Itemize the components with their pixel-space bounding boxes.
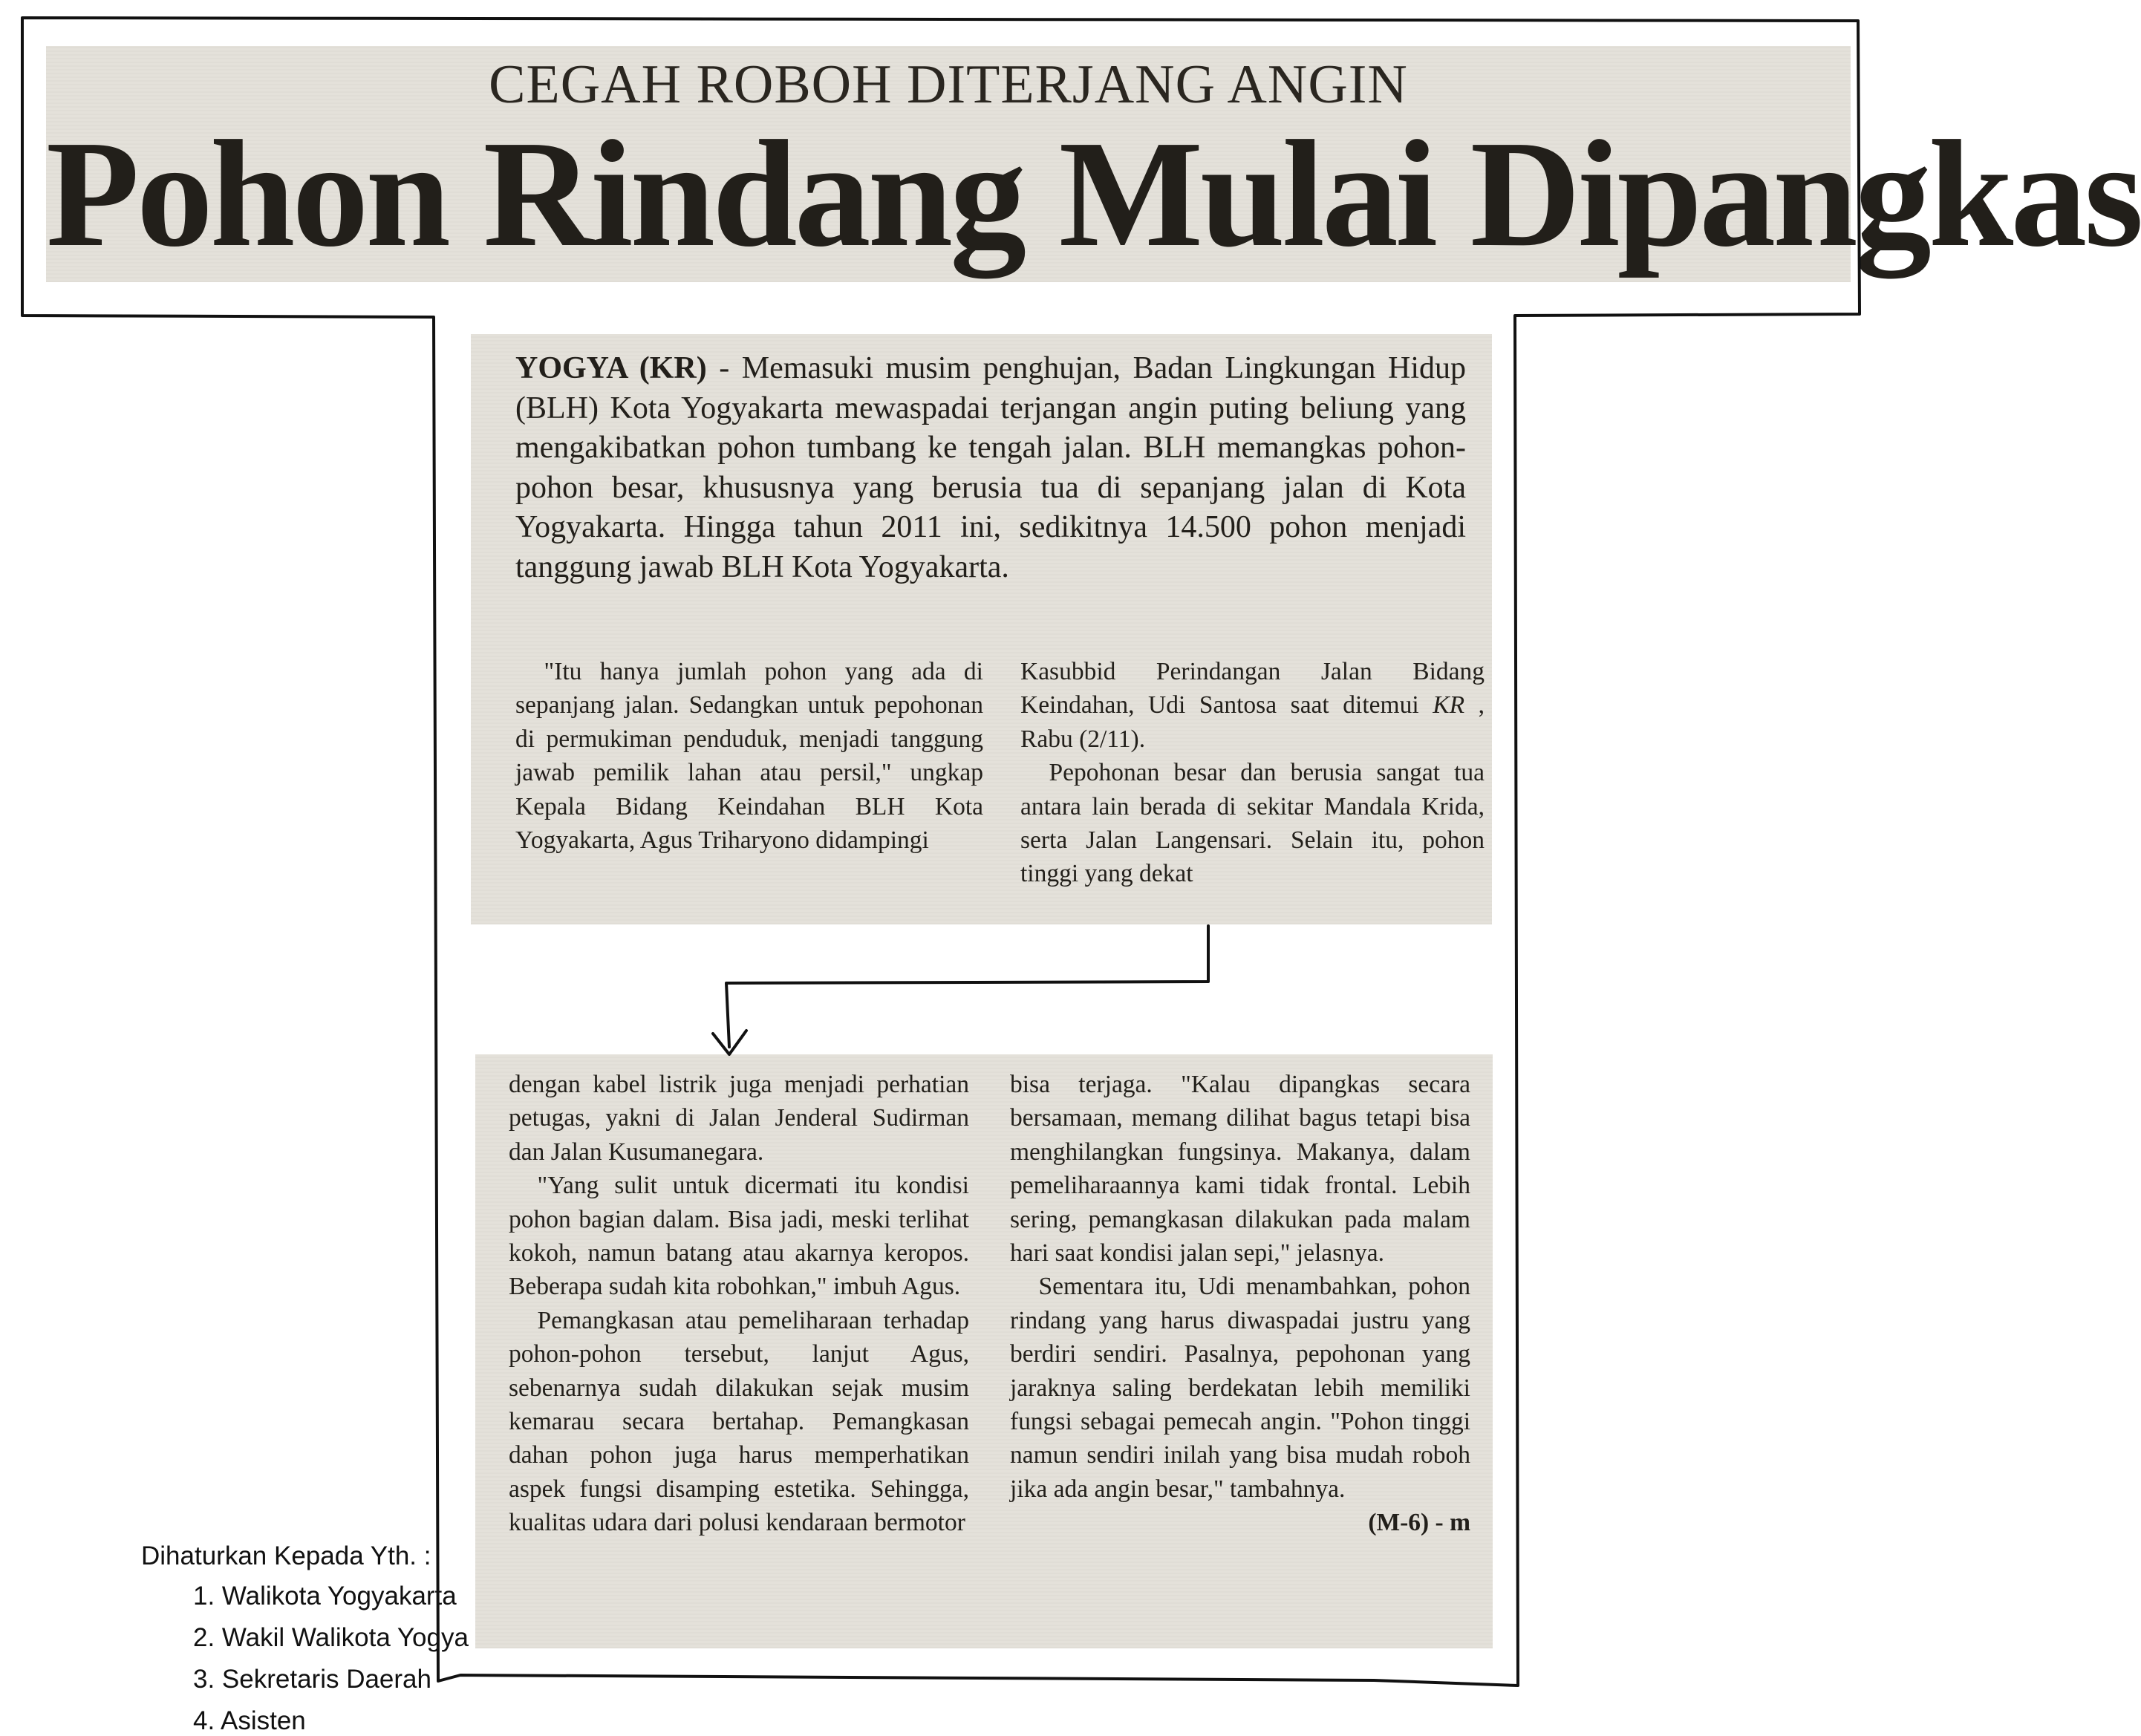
lead-text: - Memasuki musim penghujan, Badan Lingkungan Hidup (BLH) Kota Yogyakarta mewaspadai terjangan angin puting beliung yang mengakibatkan pohon tumbang ke tengah jalan. BLH memangkas pohon-pohon besar, khususnya yang berusia tua di sepanjang jalan di Kota Yogyakarta. Hingga tahun 2011 ini, sedikitnya 14.500 pohon menjadi tanggung jawab BLH Kota Yogyakarta. [515,351,1466,584]
column-paragraph: Pepohonan besar dan berusia sangat tua antara lain berada di sekitar Mandala Krida, serta Jalan Langensari. Selain itu, pohon tinggi yang dekat [1020,759,1485,888]
author-credit: (M-6) - m [1368,1509,1470,1537]
paragraph-text: Kasubbid Perindangan Jalan Bidang Keindahan, Udi Santosa saat ditemui [1020,658,1485,719]
paragraph-text: , Rabu (2/11). [1020,691,1485,753]
column-paragraph: Pemangkasan atau pemeliharaan terhadap pohon-pohon tersebut, lanjut Agus, sebenarnya sudah dilakukan sejak musim kemarau secara bertahap. Pemangkasan dahan pohon juga harus memperhatikan aspek fungsi disamping estetika. Sehingga, kualitas udara dari polusi kendaraan bermotor [509,1306,969,1537]
headline-title: Pohon Rindang Mulai Dipangkas [46,108,2141,278]
distribution-item: 2. Wakil Walikota Yogya [193,1623,469,1652]
distribution-title: Dihaturkan Kepada Yth. : [141,1541,431,1570]
publication-abbrev: KR [1433,691,1465,719]
distribution-item: 4. Asisten [193,1706,306,1735]
distribution-item: 3. Sekretaris Daerah [193,1665,431,1694]
connector-line [726,926,1208,1047]
distribution-item: 1. Walikota Yogyakarta [193,1582,457,1611]
headline-kicker: CEGAH ROBOH DITERJANG ANGIN [489,54,1408,115]
column-paragraph: dengan kabel listrik juga menjadi perhatian petugas, yakni di Jalan Jenderal Sudirman dan Jalan Kusumanegara. [509,1071,969,1166]
column-paragraph: "Yang sulit untuk dicermati itu kondisi pohon bagian dalam. Bisa jadi, meski terlihat kokoh, namun batang atau akarnya keropos. Beberapa sudah kita robohkan," imbuh Agus. [509,1172,969,1301]
paragraph-text: Sementara itu, Udi menambahkan, pohon rindang yang harus diwaspadai justru yang berdiri sendiri. Pasalnya, pepohonan yang jaraknya saling berdekatan lebih memiliki fungsi sebagai pemecah angin. "Pohon tinggi namun sendiri inilah yang bisa mudah roboh jika ada angin besar," tambahnya. [1010,1273,1470,1503]
column-paragraph: bisa terjaga. "Kalau dipangkas secara bersamaan, memang dilihat bagus tetapi bisa menghilangkan fungsinya. Makanya, dalam pemeliharaannya kami tidak frontal. Lebih sering, pemangkasan dilakukan pada malam hari saat kondisi jalan sepi," jelasnya. [1010,1071,1470,1267]
dateline: YOGYA (KR) [515,351,707,385]
column-paragraph: "Itu hanya jumlah pohon yang ada di sepanjang jalan. Sedangkan untuk pepohonan di permukiman penduduk, menjadi tanggung jawab pemilik lahan atau persil," ungkap Kepala Bidang Keindahan BLH Kota Yogyakarta, Agus Triharyono didampingi [515,658,983,855]
headline-frame-line [22,18,2141,1686]
